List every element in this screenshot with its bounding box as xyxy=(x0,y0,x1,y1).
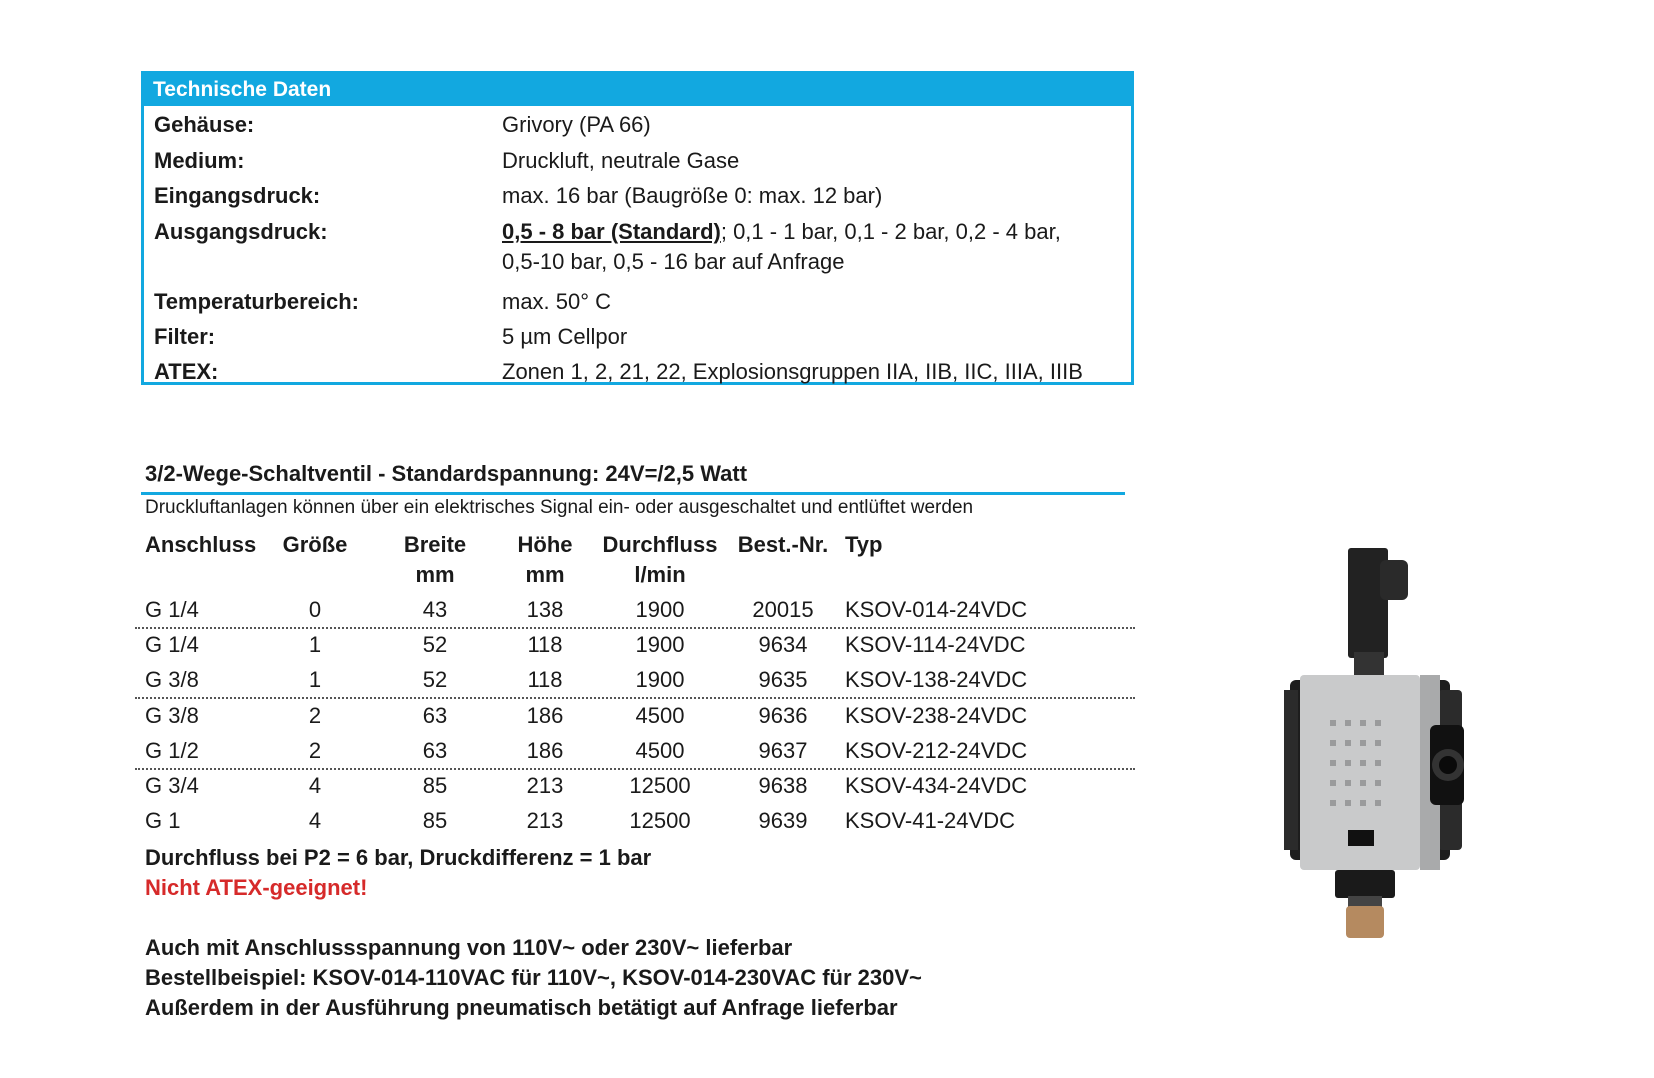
cell-bestnr: 9635 xyxy=(758,667,808,693)
atex-warning: Nicht ATEX-geeignet! xyxy=(145,875,368,900)
cell-hoehe: 213 xyxy=(526,773,564,798)
cell-breite: 52 xyxy=(422,632,448,658)
header-bestnr: Best.-Nr. xyxy=(737,532,829,557)
cell-typ: KSOV-138-24VDC xyxy=(845,667,1028,693)
cell-durchfluss: 1900 xyxy=(635,667,685,693)
cell-bestnr: 9634 xyxy=(758,632,808,658)
cell-typ: KSOV-238-24VDC xyxy=(845,702,1028,728)
cell-hoehe: 213 xyxy=(526,808,564,834)
spec-value: Druckluft, neutrale Gase xyxy=(502,148,740,173)
cell-breite: 43 xyxy=(422,597,448,622)
section-divider xyxy=(141,492,1125,495)
cell-anschluss: G 1 xyxy=(145,808,181,834)
cell-groesse: 1 xyxy=(308,667,322,693)
header-breite: Breite mm xyxy=(403,532,467,587)
cell-bestnr: 9638 xyxy=(758,773,808,798)
cell-bestnr: 20015 xyxy=(752,597,814,622)
spec-value: max. 50° C xyxy=(502,289,612,314)
cell-durchfluss: 12500 xyxy=(629,808,691,834)
table-row xyxy=(135,662,1135,699)
cell-anschluss: G 1/4 xyxy=(145,597,199,622)
table-row xyxy=(135,768,1135,803)
section-title: 3/2-Wege-Schaltventil - Standardspannung: 24V=/2,5 Watt xyxy=(145,461,748,486)
voltage-note: Auch mit Anschlussspannung von 110V~ oder 230V~ lieferbar xyxy=(145,935,793,960)
cell-anschluss: G 1/4 xyxy=(145,632,199,658)
cell-groesse: 0 xyxy=(308,597,322,622)
spec-value-options: ; 0,1 - 1 bar, 0,1 - 2 bar, 0,2 - 4 bar, xyxy=(720,219,1061,244)
cell-anschluss: G 3/8 xyxy=(145,702,199,728)
cell-bestnr: 9639 xyxy=(758,808,808,834)
cell-durchfluss: 1900 xyxy=(635,632,685,658)
cell-durchfluss: 4500 xyxy=(635,737,685,763)
spec-label: Medium: xyxy=(154,148,245,173)
spec-value-options-line2: 0,5-10 bar, 0,5 - 16 bar auf Anfrage xyxy=(502,249,845,274)
cell-typ: KSOV-212-24VDC xyxy=(845,737,1028,763)
spec-table xyxy=(141,71,1134,385)
spec-value: 5 µm Cellpor xyxy=(502,324,628,349)
cell-typ: KSOV-41-24VDC xyxy=(845,808,1015,834)
header-groesse: Größe xyxy=(282,532,348,557)
table-row xyxy=(135,733,1135,770)
cell-hoehe: 118 xyxy=(527,632,563,658)
cell-groesse: 4 xyxy=(308,808,322,834)
pneumatic-note: Außerdem in der Ausführung pneumatisch betätigt auf Anfrage lieferbar xyxy=(145,995,898,1020)
cell-bestnr: 9636 xyxy=(758,702,808,728)
spec-table-title: Technische Daten xyxy=(143,73,1132,106)
spec-value-standard: 0,5 - 8 bar (Standard) xyxy=(502,219,721,244)
table-row xyxy=(135,698,1135,733)
cell-durchfluss: 4500 xyxy=(635,702,685,728)
cell-anschluss: G 3/4 xyxy=(145,773,199,798)
flow-note: Durchfluss bei P2 = 6 bar, Druckdifferenz = 1 bar xyxy=(145,845,652,870)
solenoid-valve-image xyxy=(1270,540,1490,940)
spec-label: ATEX: xyxy=(154,359,219,384)
cell-groesse: 2 xyxy=(308,702,322,728)
section-subtitle: Druckluftanlagen können über ein elektrisches Signal ein- oder ausgeschaltet und entlüftet werden xyxy=(145,497,974,518)
cell-anschluss: G 3/8 xyxy=(145,667,199,693)
cell-typ: KSOV-434-24VDC xyxy=(845,773,1028,798)
spec-label: Eingangsdruck: xyxy=(154,183,321,208)
table-row xyxy=(135,592,1135,629)
cell-breite: 63 xyxy=(422,702,448,728)
header-durchfluss: Durchfluss l/min xyxy=(602,532,718,587)
spec-label: Filter: xyxy=(154,324,216,349)
order-example-note: Bestellbeispiel: KSOV-014-110VAC für 110V~, KSOV-014-230VAC für 230V~ xyxy=(145,965,922,990)
spec-label: Ausgangsdruck: xyxy=(154,219,328,244)
cell-hoehe: 118 xyxy=(527,667,563,693)
cell-breite: 52 xyxy=(422,667,448,693)
spec-label: Gehäuse: xyxy=(154,112,255,137)
cell-durchfluss: 12500 xyxy=(629,773,691,798)
cell-breite: 85 xyxy=(422,808,448,834)
cell-hoehe: 186 xyxy=(526,737,564,763)
spec-value xyxy=(502,217,1102,277)
spec-value: max. 16 bar (Baugröße 0: max. 12 bar) xyxy=(502,183,883,208)
header-anschluss: Anschluss xyxy=(145,532,257,557)
cell-breite: 85 xyxy=(422,773,448,798)
cell-durchfluss: 1900 xyxy=(635,597,685,622)
spec-value: Grivory (PA 66) xyxy=(502,112,651,137)
cell-hoehe: 186 xyxy=(526,702,564,728)
cell-breite: 63 xyxy=(422,737,448,763)
spec-value: Zonen 1, 2, 21, 22, Explosionsgruppen IIA, IIB, IIC, IIIA, IIIB xyxy=(502,359,1083,384)
header-typ: Typ xyxy=(845,532,883,557)
cell-typ: KSOV-014-24VDC xyxy=(845,597,1028,622)
table-row xyxy=(135,627,1135,662)
cell-hoehe: 138 xyxy=(526,597,564,622)
table-row xyxy=(135,803,1135,838)
cell-groesse: 4 xyxy=(308,773,322,798)
cell-anschluss: G 1/2 xyxy=(145,737,199,763)
cell-groesse: 2 xyxy=(308,737,322,763)
cell-typ: KSOV-114-24VDC xyxy=(845,632,1026,658)
header-hoehe: Höhe mm xyxy=(517,532,573,587)
cell-bestnr: 9637 xyxy=(758,737,808,763)
cell-groesse: 1 xyxy=(308,632,322,658)
spec-label: Temperaturbereich: xyxy=(154,289,359,314)
